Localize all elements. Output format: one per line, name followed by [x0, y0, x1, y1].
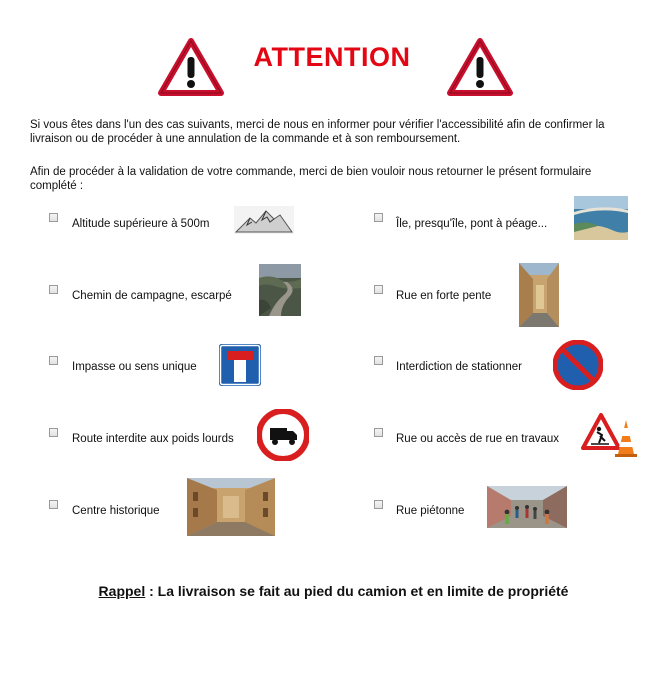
- option-label: Route interdite aux poids lourds: [72, 433, 234, 445]
- roadworks-sign-icon: [581, 412, 639, 458]
- bridge-photo: [574, 196, 628, 240]
- checkbox-historic-center[interactable]: [49, 500, 58, 509]
- checkbox-no-trucks[interactable]: [49, 428, 58, 437]
- checkbox-pedestrian-street[interactable]: [374, 500, 383, 509]
- header: [0, 38, 667, 98]
- rappel-label: Rappel: [98, 583, 146, 599]
- option-label: Rue piétonne: [396, 505, 465, 517]
- page-title: ATTENTION: [253, 42, 411, 72]
- checkbox-country-road[interactable]: [49, 285, 58, 294]
- no-trucks-sign-icon: [257, 409, 309, 461]
- option-label: Chemin de campagne, escarpé: [72, 290, 232, 302]
- warning-sign-icon: [158, 38, 224, 96]
- country-road-photo: [259, 264, 301, 316]
- checkbox-steep-street[interactable]: [374, 285, 383, 294]
- steep-street-photo: [519, 263, 559, 327]
- option-label: Rue ou accès de rue en travaux: [396, 433, 560, 445]
- checkbox-island-toll[interactable]: [374, 213, 383, 222]
- option-label: Centre historique: [72, 505, 160, 517]
- mountain-icon: [234, 206, 294, 234]
- checkbox-no-parking[interactable]: [374, 356, 383, 365]
- instruction-paragraph: Afin de procéder à la validation de votre commande, merci de bien vouloir nous retourner le présent formulaire complété :: [30, 166, 592, 192]
- warning-sign-icon: [447, 38, 513, 96]
- pedestrian-street-photo: [487, 486, 567, 528]
- checkbox-roadworks[interactable]: [374, 428, 383, 437]
- checkbox-dead-end[interactable]: [49, 356, 58, 365]
- option-label: Interdiction de stationner: [396, 361, 522, 373]
- no-parking-sign-icon: [553, 340, 603, 390]
- dead-end-sign-icon: [218, 343, 262, 387]
- option-label: Rue en forte pente: [396, 290, 492, 302]
- option-label: Impasse ou sens unique: [72, 361, 197, 373]
- option-label: Île, presqu'île, pont à péage...: [396, 218, 548, 230]
- intro-paragraph: Si vous êtes dans l'un des cas suivants, merci de nous en informer pour vérifier l'accessibilité afin de confirmer la livraison ou de procéder à une annulation de la commande et à son remboursement.: [30, 119, 605, 145]
- footer-reminder: [0, 583, 667, 599]
- rappel-text: : La livraison se fait au pied du camion et en limite de propriété: [145, 583, 569, 599]
- historic-street-photo: [187, 478, 275, 536]
- option-label: Altitude supérieure à 500m: [72, 218, 210, 230]
- checkbox-altitude[interactable]: [49, 213, 58, 222]
